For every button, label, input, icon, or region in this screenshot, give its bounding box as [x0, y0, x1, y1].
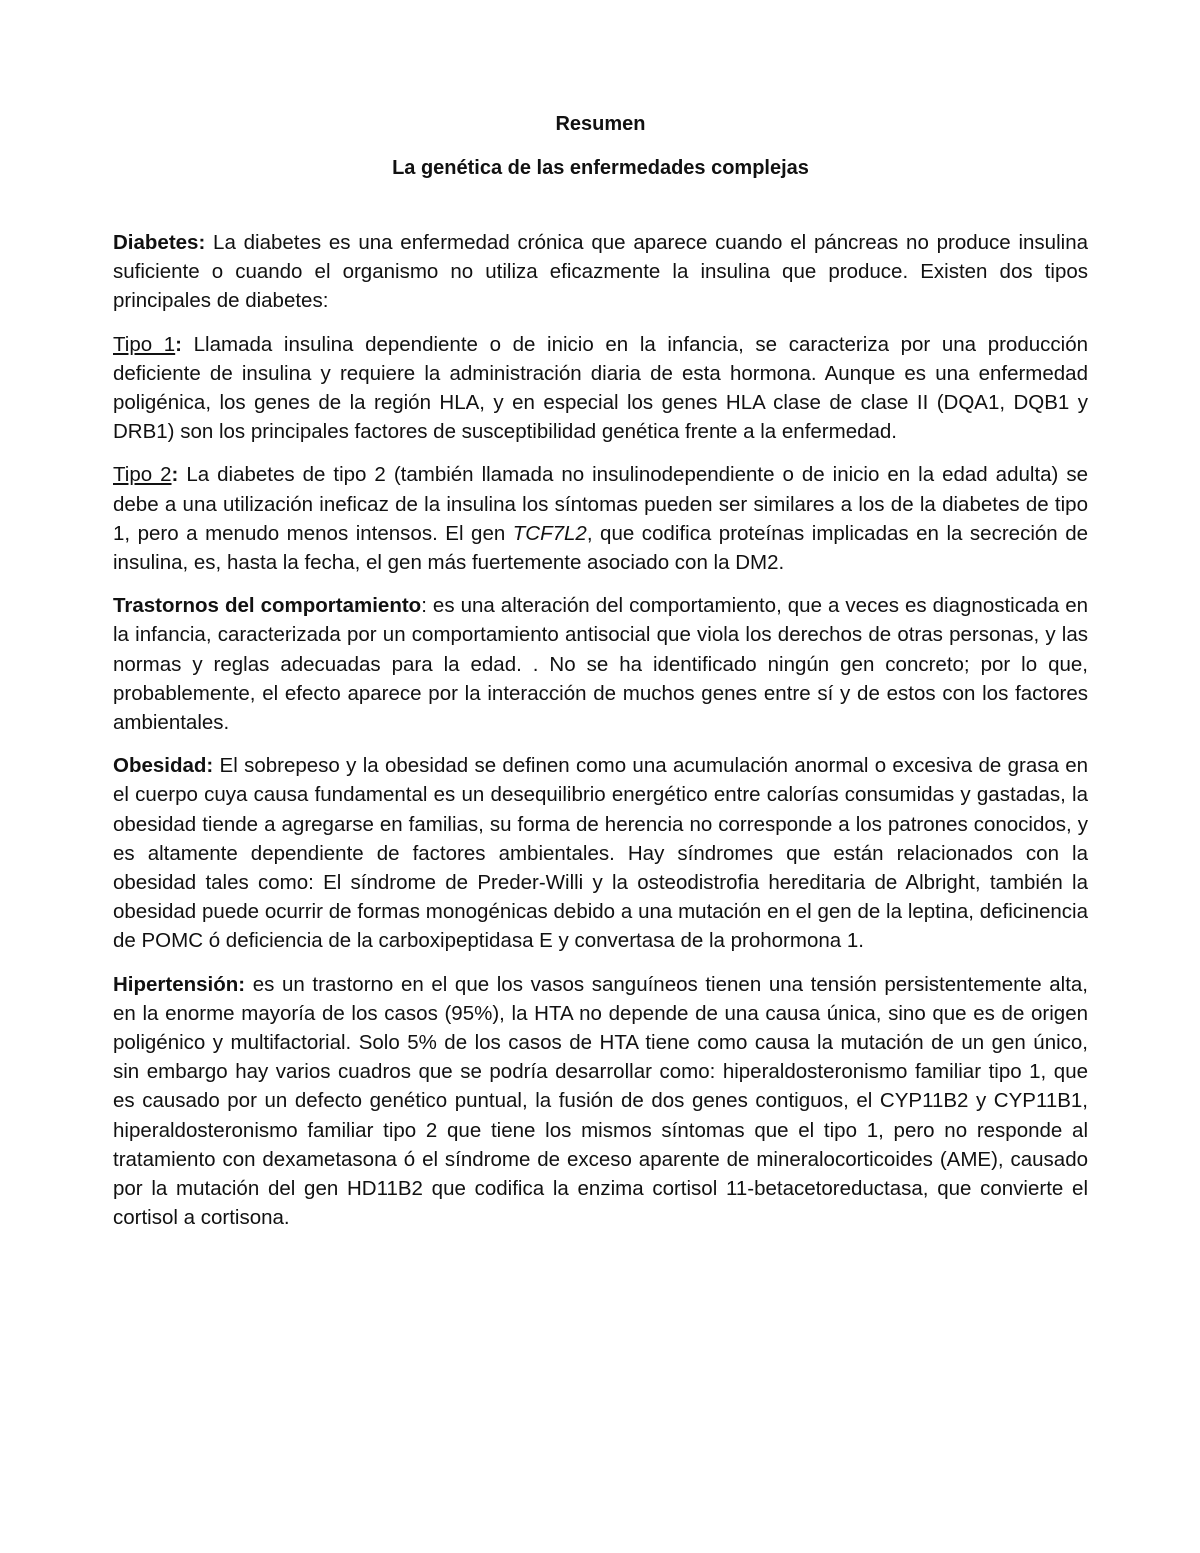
paragraph-obesidad	[113, 751, 1088, 955]
document-subtitle: La genética de las enfermedades complejas	[392, 157, 809, 179]
term-trastornos: Trastornos del comportamiento	[113, 594, 422, 618]
paragraph-tipo1	[113, 330, 1088, 447]
term-obesidad: Obesidad:	[113, 754, 214, 778]
tipo2-text-after: , que codifica proteínas implicadas en la secreción de insulina, es, hasta la fecha, el gen más fuertemente asociado con la DM2.	[113, 521, 1088, 575]
trastornos-text: : es una alteración del comportamiento, que a veces es diagnosticada en la infancia, caracterizada por un comportamiento antisocial que viola los derechos de otras personas, y las normas y reglas adecuadas para la edad. . No se ha identificado ningún gen concreto; por lo que, probablemente, el efecto aparece por la interacción de muchos genes entre sí y de estos con los factores ambientales.	[113, 594, 1088, 735]
diabetes-text: La diabetes es una enfermedad crónica que aparece cuando el páncreas no produce insulina suficiente o cuando el organismo no utiliza eficazmente la insulina que produce. Existen dos tipos principales de diabetes:	[113, 231, 1088, 313]
tipo1-text: Llamada insulina dependiente o de inicio en la infancia, se caracteriza por una producción deficiente de insulina y requiere la administración diaria de esta hormona. Aunque es una enfermedad poligénica, los genes de la región HLA, y en especial los genes HLA clase de clase II (DQA1, DQB1 y DRB1) son los principales factores de susceptibilidad genética frente a la enfermedad.	[113, 332, 1088, 444]
tipo2-text-before: La diabetes de tipo 2 (también llamada no insulinodependiente o de inicio en la edad adulta) se debe a una utilización ineficaz de la insulina los síntomas pueden ser similares a los de la diabetes de tipo 1, pero a menudo menos intensos. El gen	[113, 463, 1089, 545]
gene-tcf7l2: TCF7L2	[512, 521, 587, 545]
obesidad-text: El sobrepeso y la obesidad se definen como una acumulación anormal o excesiva de grasa en el cuerpo cuya causa fundamental es un desequilibrio energético entre calorías consumidas y gastadas, la obesidad tiende a agregarse en familias, su forma de herencia no corresponde a los patrones conocidos, y es altamente dependiente de factores ambientales. Hay síndromes que están relacionados con la obesidad tales como: El síndrome de Preder-Willi y la osteodistrofia hereditaria de Albright, también la obesidad puede ocurrir de formas monogénicas debido a una mutación en el gen de la leptina, deficinencia de POMC ó deficiencia de la carboxipeptidasa E y convertasa de la prohormona 1.	[113, 754, 1088, 953]
tipo1-colon: :	[175, 332, 182, 356]
paragraph-diabetes	[113, 228, 1088, 316]
document-page	[113, 108, 1088, 1247]
paragraph-tipo2	[113, 460, 1088, 577]
label-tipo1: Tipo 1	[113, 332, 176, 356]
hipertension-text: es un trastorno en el que los vasos sanguíneos tienen una tensión persistentemente alta, en la enorme mayoría de los casos (95%), la HTA no depende de una causa única, sino que es de origen poligénico y multifactorial. Solo 5% de los casos de HTA tiene como causa la mutación de un gen único, sin embargo hay varios cuadros que se podría desarrollar como: hiperaldosteronismo familiar tipo 1, que es causado por un defecto genético puntual, la fusión de dos genes contiguos, el CYP11B2 y CYP11B1, hiperaldosteronismo familiar tipo 2 que tiene los mismos síntomas que el tipo 1, pero no responde al tratamiento con dexametasona ó el síndrome de exceso aparente de mineralocorticoides (AME), causado por la mutación del gen HD11B2 que codifica la enzima cortisol 11-betacetoreductasa, que convierte el cortisol a cortisona.	[113, 972, 1088, 1230]
document-title: Resumen	[555, 113, 646, 135]
title-spacer	[113, 184, 1088, 228]
paragraph-trastornos	[113, 591, 1088, 737]
term-hipertension: Hipertensión:	[113, 972, 246, 996]
label-tipo2: Tipo 2	[113, 463, 172, 487]
term-diabetes: Diabetes:	[113, 231, 206, 254]
paragraph-hipertension	[113, 970, 1088, 1233]
tipo2-colon: :	[171, 463, 179, 487]
